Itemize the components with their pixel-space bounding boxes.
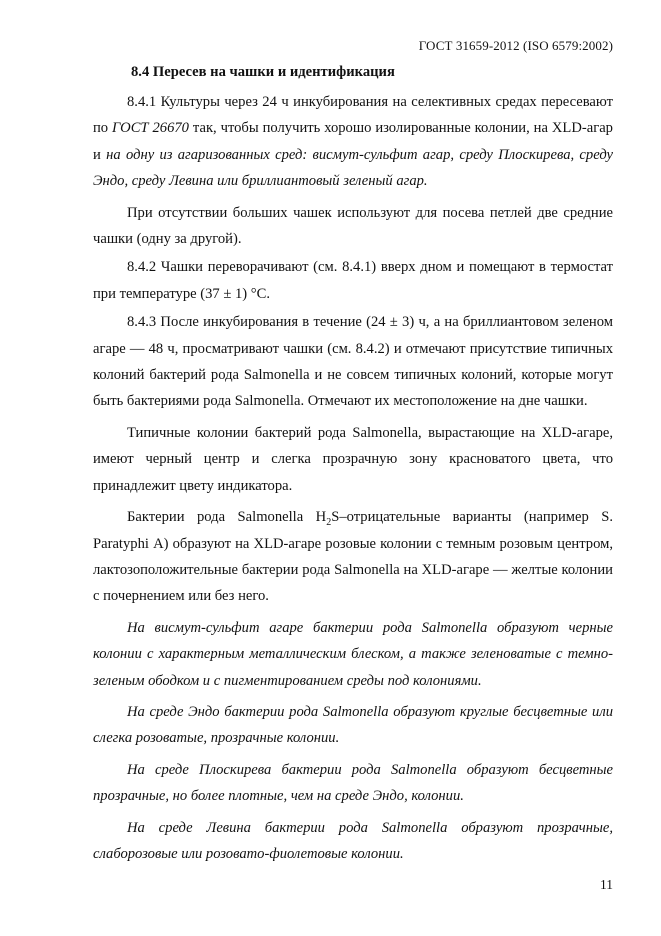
- p6-text-a: Бактерии рода Salmonella H: [127, 509, 327, 526]
- gost-reference: ГОСТ 26670: [112, 120, 189, 137]
- paragraph-typical-xld: Типичные колонии бактерий рода Salmonella, вырастающие на XLD-агаре, имеют черный центр и слегка прозрачную зону красноватого цвета, что принадлежит цвету индикатора.: [93, 424, 613, 494]
- p6-text-b: S–отрицательные варианты (например S. Paratyphi А) образуют на XLD-агаре розовые колонии с темным розовым центром, лактозоположительные бактерии рода Salmonella на XLD-агаре — желтые колонии с почернением или без него.: [93, 509, 613, 605]
- paragraph-ploskirev: На среде Плоскирева бактерии рода Salmonella образуют бесцветные прозрачные, но более плотные, чем на среде Эндо, колонии.: [93, 761, 613, 805]
- paragraph-small-plates: При отсутствии больших чашек используют для посева петлей две средние чашки (одну за другой).: [93, 204, 613, 248]
- subscript-2: 2: [326, 517, 332, 528]
- page-body: [93, 60, 613, 867]
- paragraph-8-4-3: 8.4.3 После инкубирования в течение (24 ± 3) ч, а на бриллиантовом зеленом агаре — 48 ч, просматривают чашки (см. 8.4.2) и отмечают присутствие типичных колоний бактерий рода Salmonella и не совсем типичных колоний, которые могут быть бактериями рода Salmonella. Отмечают их местоположение на дне чашки.: [93, 314, 613, 410]
- p1-media-list: на одну из агаризованных сред: висмут-сульфит агар, среду Плоскирева, среду Эндо, среду Левина или бриллиантовый зеленый агар.: [93, 146, 613, 190]
- p1-text-b: так, чтобы получить хорошо изолированные колонии, на XLD-агар и: [93, 120, 613, 163]
- page-number: 11: [600, 877, 613, 892]
- paragraph-levin: На среде Левина бактерии рода Salmonella образуют прозрачные, слаборозовые или розовато-фиолетовые колонии.: [93, 819, 613, 862]
- document-header: ГОСТ 31659-2012 (ISO 6579:2002): [418, 38, 613, 53]
- p1-text-a: 8.4.1 Культуры через 24 ч инкубирования на селективных средах пересевают по: [93, 94, 613, 137]
- paragraph-bismuth-sulfite: На висмут-сульфит агаре бактерии рода Salmonella образуют черные колонии с характерным металлическим блеском, а также зеленоватые с темно-зеленым ободком и с пигментированием среды под колониями.: [93, 619, 613, 689]
- paragraph-8-4-1: [93, 89, 613, 195]
- section-title: 8.4 Пересев на чашки и идентификация: [131, 64, 395, 80]
- paragraph-8-4-2: 8.4.2 Чашки переворачивают (см. 8.4.1) вверх дном и помещают в термостат при температуре (37 ± 1) °С.: [93, 259, 613, 302]
- paragraph-h2s-negative: [93, 504, 613, 610]
- paragraph-endo: На среде Эндо бактерии рода Salmonella образуют круглые бесцветные или слегка розоватые, прозрачные колонии.: [93, 703, 613, 747]
